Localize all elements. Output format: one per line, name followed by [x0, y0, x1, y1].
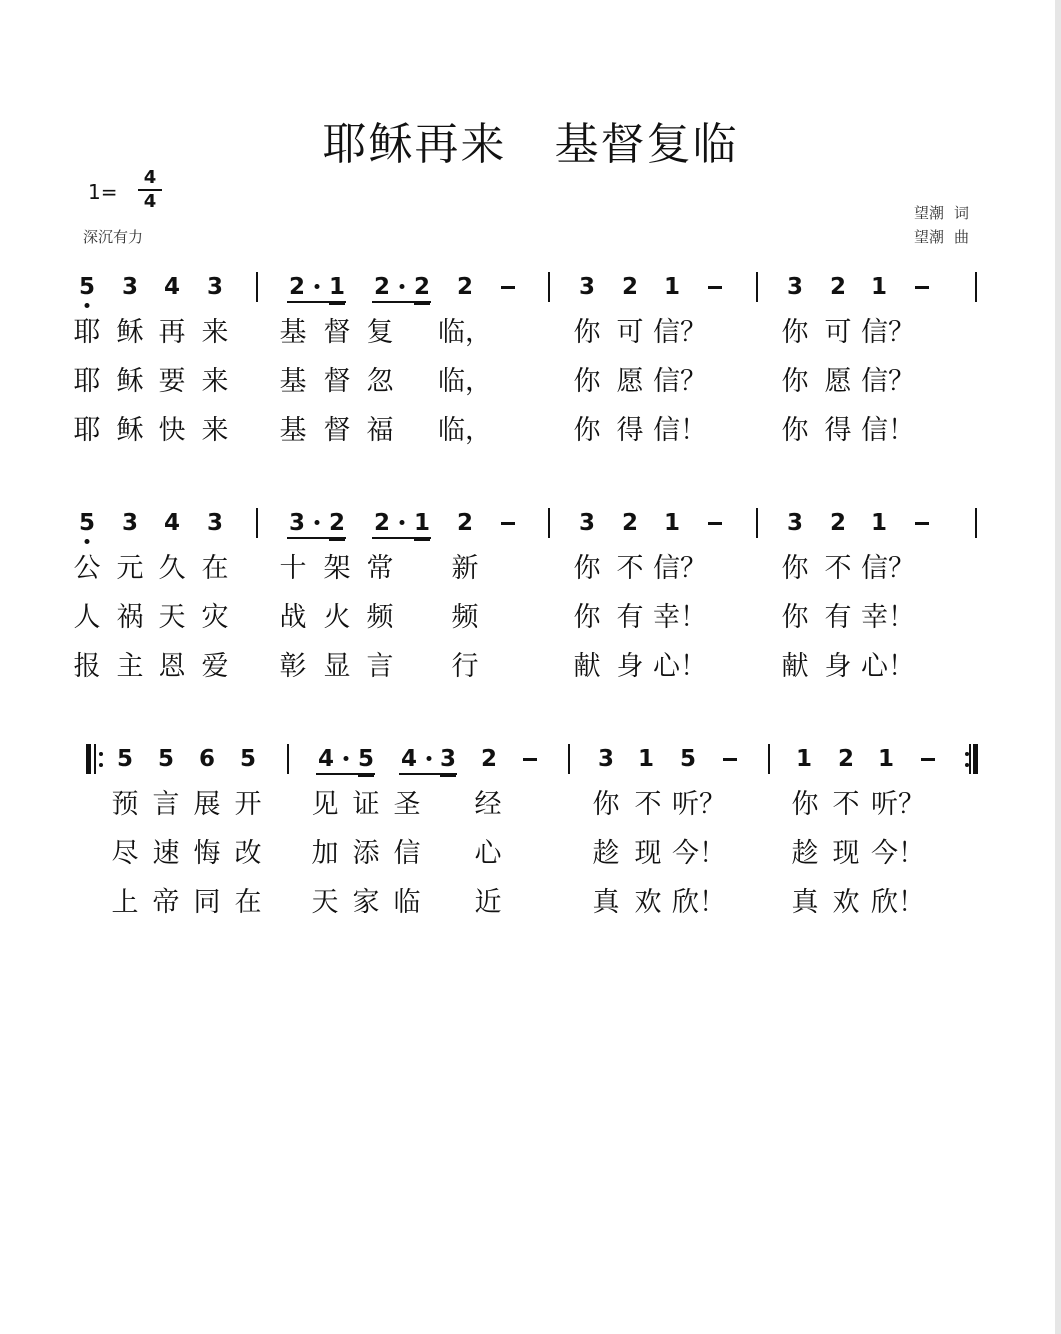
lyric-char: 幸！ [653, 602, 707, 633]
note: 3 [121, 274, 139, 300]
eighth-underline [329, 539, 345, 541]
lyric-char: 不 [824, 553, 852, 584]
lyric-char: 心！ [861, 651, 915, 682]
lyric-char: 基 [279, 366, 307, 397]
lyric-char: 你 [573, 602, 601, 633]
lyric-char: 欢 [634, 887, 662, 918]
lyric-char: 快 [158, 415, 186, 446]
lyric-char: 基 [279, 415, 307, 446]
note: 3 [121, 510, 139, 536]
lyric-char: 在 [201, 553, 229, 584]
lyric-char: 信！ [653, 415, 707, 446]
note: 1 [870, 510, 888, 536]
lyric-char: 你 [781, 602, 809, 633]
augmentation-dot [315, 520, 320, 525]
lyric-char: 复 [366, 317, 394, 348]
note: 4 [163, 510, 181, 536]
note: 1 [663, 274, 681, 300]
note: 4 [400, 746, 418, 772]
lyric-char: 真 [791, 887, 819, 918]
key-signature: 1= [88, 180, 118, 204]
sustain-dash [723, 758, 737, 761]
repeat-start-dot [99, 763, 103, 767]
sustain-dash [523, 758, 537, 761]
note: 5 [679, 746, 697, 772]
lyric-char: 同 [193, 887, 221, 918]
lyric-char: 得 [616, 415, 644, 446]
note: 4 [317, 746, 335, 772]
tempo-marking: 深沉有力 [83, 228, 144, 246]
note: 1 [795, 746, 813, 772]
barline [548, 508, 550, 538]
song-title: 耶稣再来 基督复临 [322, 119, 739, 170]
lyric-char: 你 [781, 553, 809, 584]
note: 2 [373, 510, 391, 536]
lyric-char: 身 [616, 651, 644, 682]
note: 2 [373, 274, 391, 300]
lyric-char: 开 [234, 789, 262, 820]
lyric-char: 耶 [73, 366, 101, 397]
lyric-char: 再 [158, 317, 186, 348]
sustain-dash [708, 286, 722, 289]
beat-underline [372, 301, 431, 303]
note: 2 [456, 510, 474, 536]
beat-underline [399, 773, 457, 775]
lyric-char: 福 [366, 415, 394, 446]
eighth-underline [440, 775, 456, 777]
lyric-char: 身 [824, 651, 852, 682]
note: 3 [578, 274, 596, 300]
repeat-end-thin [969, 744, 971, 774]
lyric-char: 信？ [653, 553, 707, 584]
lyric-char: 可 [616, 317, 644, 348]
barline [568, 744, 570, 774]
lyric-char: 火 [323, 602, 351, 633]
lyric-char: 信！ [861, 415, 915, 446]
lyric-char: 你 [781, 366, 809, 397]
lyric-char: 加 [311, 838, 339, 869]
lyric-char: 耶 [73, 317, 101, 348]
lyric-char: 预 [111, 789, 139, 820]
lyric-char: 来 [201, 366, 229, 397]
lyric-char: 公 [73, 553, 101, 584]
lyric-char: 家 [352, 887, 380, 918]
lyric-char: 你 [592, 789, 620, 820]
lyric-char: 经 [474, 789, 502, 820]
lyric-char: 基 [279, 317, 307, 348]
lyric-char: 督 [323, 366, 351, 397]
note: 5 [116, 746, 134, 772]
note: 3 [206, 274, 224, 300]
barline [256, 508, 258, 538]
lyric-char: 听？ [871, 789, 925, 820]
lyric-char: 帝 [152, 887, 180, 918]
repeat-start-dot [99, 752, 103, 756]
note: 5 [78, 510, 96, 536]
sustain-dash [915, 286, 929, 289]
lyric-char: 趁 [791, 838, 819, 869]
lyric-char: 在 [234, 887, 262, 918]
lyric-char: 督 [323, 415, 351, 446]
lyric-char: 圣 [393, 789, 421, 820]
barline [756, 508, 758, 538]
lyric-char: 行 [451, 651, 479, 682]
lyric-char: 上 [111, 887, 139, 918]
lyric-char: 信？ [653, 366, 707, 397]
lyric-char: 愿 [616, 366, 644, 397]
note: 1 [877, 746, 895, 772]
lyric-char: 现 [634, 838, 662, 869]
note: 3 [206, 510, 224, 536]
lyric-char: 你 [573, 317, 601, 348]
lyric-char: 频 [451, 602, 479, 633]
barline [548, 272, 550, 302]
lyric-char: 献 [573, 651, 601, 682]
lyric-char: 听？ [672, 789, 726, 820]
lyric-char: 爱 [201, 651, 229, 682]
lyric-char: 你 [781, 415, 809, 446]
note: 1 [870, 274, 888, 300]
lyric-char: 言 [152, 789, 180, 820]
repeat-start-thick [86, 744, 91, 774]
octave-dot-below [85, 303, 90, 308]
lyric-char: 献 [781, 651, 809, 682]
lyric-char: 报 [73, 651, 101, 682]
octave-dot-below [85, 539, 90, 544]
lyric-char: 十 [279, 553, 307, 584]
lyric-char: 你 [573, 366, 601, 397]
lyric-char: 趁 [592, 838, 620, 869]
lyric-char: 元 [116, 553, 144, 584]
lyric-char: 来 [201, 317, 229, 348]
lyric-char: 天 [311, 887, 339, 918]
note: 6 [198, 746, 216, 772]
lyric-char: 欣！ [871, 887, 925, 918]
note: 3 [439, 746, 457, 772]
lyric-char: 得 [824, 415, 852, 446]
lyric-char: 临， [438, 415, 492, 446]
lyric-char: 展 [193, 789, 221, 820]
lyric-char: 真 [592, 887, 620, 918]
augmentation-dot [344, 756, 349, 761]
lyric-char: 添 [352, 838, 380, 869]
eighth-underline [414, 303, 430, 305]
lyric-char: 信 [393, 838, 421, 869]
sustain-dash [915, 522, 929, 525]
lyric-char: 临， [438, 317, 492, 348]
barline [975, 508, 977, 538]
augmentation-dot [400, 520, 405, 525]
note: 5 [78, 274, 96, 300]
note: 5 [239, 746, 257, 772]
note: 1 [413, 510, 431, 536]
composer-name: 望潮 [914, 228, 945, 246]
lyric-char: 尽 [111, 838, 139, 869]
lyric-char: 心！ [653, 651, 707, 682]
lyric-char: 你 [791, 789, 819, 820]
lyric-char: 欢 [832, 887, 860, 918]
eighth-underline [329, 303, 345, 305]
note: 2 [456, 274, 474, 300]
lyric-char: 不 [634, 789, 662, 820]
lyric-char: 忽 [366, 366, 394, 397]
lyric-char: 你 [573, 553, 601, 584]
lyric-char: 欣！ [672, 887, 726, 918]
lyric-char: 频 [366, 602, 394, 633]
lyric-char: 新 [451, 553, 479, 584]
lyric-char: 近 [474, 887, 502, 918]
beat-underline [316, 773, 375, 775]
lyric-char: 主 [116, 651, 144, 682]
lyric-char: 稣 [116, 317, 144, 348]
barline [287, 744, 289, 774]
lyric-char: 架 [323, 553, 351, 584]
note: 2 [829, 274, 847, 300]
lyric-char: 愿 [824, 366, 852, 397]
composer-role: 曲 [954, 228, 970, 246]
lyric-char: 改 [234, 838, 262, 869]
lyric-char: 天 [158, 602, 186, 633]
lyric-char: 幸！ [861, 602, 915, 633]
note: 5 [157, 746, 175, 772]
note: 3 [786, 274, 804, 300]
lyric-char: 临 [393, 887, 421, 918]
lyric-char: 稣 [116, 415, 144, 446]
note: 2 [621, 274, 639, 300]
lyric-char: 今！ [672, 838, 726, 869]
lyric-char: 来 [201, 415, 229, 446]
lyric-char: 证 [352, 789, 380, 820]
lyric-char: 显 [323, 651, 351, 682]
sustain-dash [501, 522, 515, 525]
note: 2 [413, 274, 431, 300]
lyric-char: 见 [311, 789, 339, 820]
lyric-char: 彰 [279, 651, 307, 682]
lyricist-role: 词 [954, 204, 970, 222]
lyric-char: 言 [366, 651, 394, 682]
time-signature-bottom: 4 [143, 191, 157, 212]
repeat-end-thick [973, 744, 978, 774]
note: 2 [621, 510, 639, 536]
lyric-char: 有 [616, 602, 644, 633]
note: 2 [837, 746, 855, 772]
lyric-char: 你 [781, 317, 809, 348]
lyric-char: 信？ [861, 366, 915, 397]
beat-underline [287, 537, 346, 539]
note: 2 [288, 274, 306, 300]
note: 3 [786, 510, 804, 536]
note: 4 [163, 274, 181, 300]
barline [756, 272, 758, 302]
lyric-char: 不 [616, 553, 644, 584]
sustain-dash [501, 286, 515, 289]
barline [975, 272, 977, 302]
lyric-char: 悔 [193, 838, 221, 869]
lyric-char: 信？ [653, 317, 707, 348]
note: 2 [328, 510, 346, 536]
lyric-char: 你 [573, 415, 601, 446]
lyric-char: 速 [152, 838, 180, 869]
augmentation-dot [315, 284, 320, 289]
note: 1 [637, 746, 655, 772]
lyric-char: 常 [366, 553, 394, 584]
note: 1 [328, 274, 346, 300]
beat-underline [287, 301, 346, 303]
sustain-dash [708, 522, 722, 525]
lyric-char: 不 [832, 789, 860, 820]
repeat-start-thin [94, 744, 96, 774]
lyric-char: 要 [158, 366, 186, 397]
note: 3 [578, 510, 596, 536]
time-signature-top: 4 [143, 167, 157, 188]
lyric-char: 有 [824, 602, 852, 633]
lyric-char: 督 [323, 317, 351, 348]
lyric-char: 久 [158, 553, 186, 584]
barline [768, 744, 770, 774]
lyric-char: 人 [73, 602, 101, 633]
lyric-char: 恩 [158, 651, 186, 682]
sustain-dash [921, 758, 935, 761]
note: 1 [663, 510, 681, 536]
lyric-char: 战 [279, 602, 307, 633]
note: 3 [597, 746, 615, 772]
lyric-char: 临， [438, 366, 492, 397]
augmentation-dot [400, 284, 405, 289]
lyric-char: 今！ [871, 838, 925, 869]
lyricist-name: 望潮 [914, 204, 945, 222]
lyric-char: 现 [832, 838, 860, 869]
note: 3 [288, 510, 306, 536]
note: 2 [480, 746, 498, 772]
lyric-char: 祸 [116, 602, 144, 633]
lyric-char: 信？ [861, 553, 915, 584]
lyric-char: 灾 [201, 602, 229, 633]
eighth-underline [414, 539, 430, 541]
augmentation-dot [427, 756, 432, 761]
note: 5 [357, 746, 375, 772]
lyric-char: 稣 [116, 366, 144, 397]
barline [256, 272, 258, 302]
beat-underline [372, 537, 431, 539]
lyric-char: 耶 [73, 415, 101, 446]
lyric-char: 可 [824, 317, 852, 348]
eighth-underline [358, 775, 374, 777]
lyric-char: 信？ [861, 317, 915, 348]
note: 2 [829, 510, 847, 536]
lyric-char: 心 [474, 838, 502, 869]
